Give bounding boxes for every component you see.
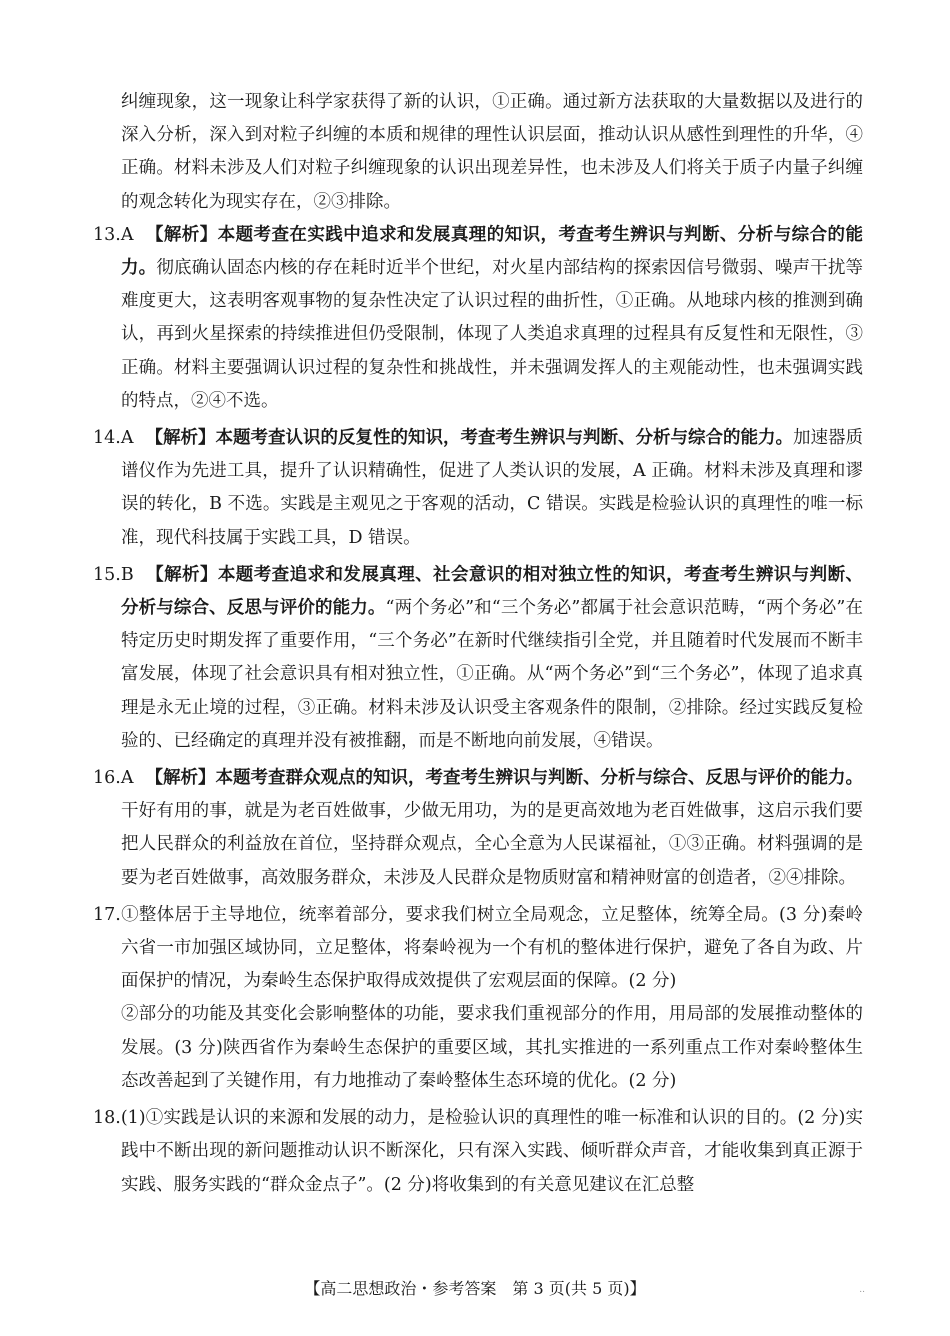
answer-content (93, 86, 863, 1206)
answer-choice: B (120, 564, 134, 585)
answer-item-15 (93, 559, 863, 758)
page-footer: 【高二思想政治・参考答案 第 3 页(共 5 页)】 (304, 1279, 646, 1298)
corner-mark: .. (859, 1285, 865, 1295)
answer-point-1: ①整体居于主导地位，统率着部分，要求我们树立全局观念，立足整体，统筹全局。(3 分)秦岭六省一市加强区域协同，立足整体，将秦岭视为一个有机的整体进行保护，避免了各自为政、片面保护的情况，为秦岭生态保护取得成效提供了宏观层面的保障。(2 分) (120, 904, 863, 992)
answer-item-17 (93, 899, 863, 1098)
analysis-heading: 【解析】本题考查在实践中追求和发展真理的知识，考查考生辨识与判断、分析与综合的能力。 (121, 224, 863, 279)
answer-choice: A (120, 224, 134, 245)
question-number: 17. (93, 904, 121, 925)
answer-item-16 (93, 762, 863, 895)
analysis-text: 加速器质谱仪作为先进工具，提升了认识精确性，促进了人类认识的发展，A 正确。材料未涉及真理和谬误的转化，B 不选。实践是主观见之于客观的活动，C 错误。实践是检验认识的真理性的唯一标准，现代科技属于实践工具，D 错误。 (121, 428, 864, 548)
continuation-paragraph: 纠缠现象，这一现象让科学家获得了新的认识，①正确。通过新方法获取的大量数据以及进行的深入分析，深入到对粒子纠缠的本质和规律的理性认识层面，推动认识从感性到理性的升华，④正确。材料未涉及人们对粒子纠缠现象的认识出现差异性，也未涉及人们将关于质子内量子纠缠的观念转化为现实存在，②③排除。 (121, 92, 863, 212)
analysis-text: 彻底确认固态内核的存在耗时近半个世纪，对火星内部结构的探索因信号微弱、噪声干扰等难度更大，这表明客观事物的复杂性决定了认识过程的曲折性，①正确。从地球内核的推测到确认，再到火星探索的持续推进但仍受限制，体现了人类追求真理的过程具有反复性和无限性，③正确。材料主要强调认识过程的复杂性和挑战性，并未强调发挥人的主观能动性，也未强调实践的特点，②④不选。 (121, 258, 863, 411)
answer-item-13 (93, 219, 863, 418)
question-number: 16. (93, 768, 121, 789)
answer-item-18 (93, 1102, 863, 1202)
analysis-text: “两个务必”和“三个务必”都属于社会意识范畴，“两个务必”在特定历史时期发挥了重要作用，“三个务必”在新时代继续指引全党，并且随着时代发展而不断丰富发展，体现了社会意识具有相对独立性，①正确。从“两个务必”到“三个务必”，体现了追求真理是永无止境的过程，③正确。材料未涉及认识受主客观条件的限制，②排除。经过实践反复检验的、已经确定的真理并没有被推翻，而是不断地向前发展，④错误。 (121, 598, 863, 751)
answer-point-2: ②部分的功能及其变化会影响整体的功能，要求我们重视部分的作用，用局部的发展推动整体的发展。(3 分)陕西省作为秦岭生态保护的重要区域，其扎实推进的一系列重点工作对秦岭整体生态改善起到了关键作用，有力地推动了秦岭整体生态环境的优化。(2 分) (121, 1004, 863, 1091)
analysis-heading: 【解析】本题考查追求和发展真理、社会意识的相对独立性的知识，考查考生辨识与判断、分析与综合、反思与评价的能力。 (121, 564, 863, 619)
question-number: 15. (93, 564, 121, 585)
analysis-heading: 【解析】本题考查群众观点的知识，考查考生辨识与判断、分析与综合、反思与评价的能力。 (145, 768, 863, 789)
answer-choice: A (120, 768, 134, 789)
answer-choice: A (120, 428, 134, 449)
answer-point-1: (1)①实践是认识的来源和发展的动力，是检验认识的真理性的唯一标准和认识的目的。(2 分)实践中不断出现的新问题推动认识不断深化，只有深入实践、倾听群众声音，才能收集到真正源于实践、服务实践的“群众金点子”。(2 分)将收集到的有关意见建议在汇总整 (120, 1108, 863, 1195)
question-number: 14. (93, 428, 121, 449)
answer-item-14 (93, 422, 863, 555)
analysis-heading: 【解析】本题考查认识的反复性的知识，考查考生辨识与判断、分析与综合的能力。 (145, 428, 793, 449)
question-number: 18. (93, 1108, 121, 1129)
question-number: 13. (93, 224, 121, 245)
analysis-text: 干好有用的事，就是为老百姓做事，少做无用功，为的是更高效地为老百姓做事，这启示我们要把人民群众的利益放在首位，坚持群众观点，全心全意为人民谋福祉，①③正确。材料强调的是要为老百姓做事，高效服务群众，未涉及人民群众是物质财富和精神财富的创造者，②④排除。 (121, 801, 863, 888)
